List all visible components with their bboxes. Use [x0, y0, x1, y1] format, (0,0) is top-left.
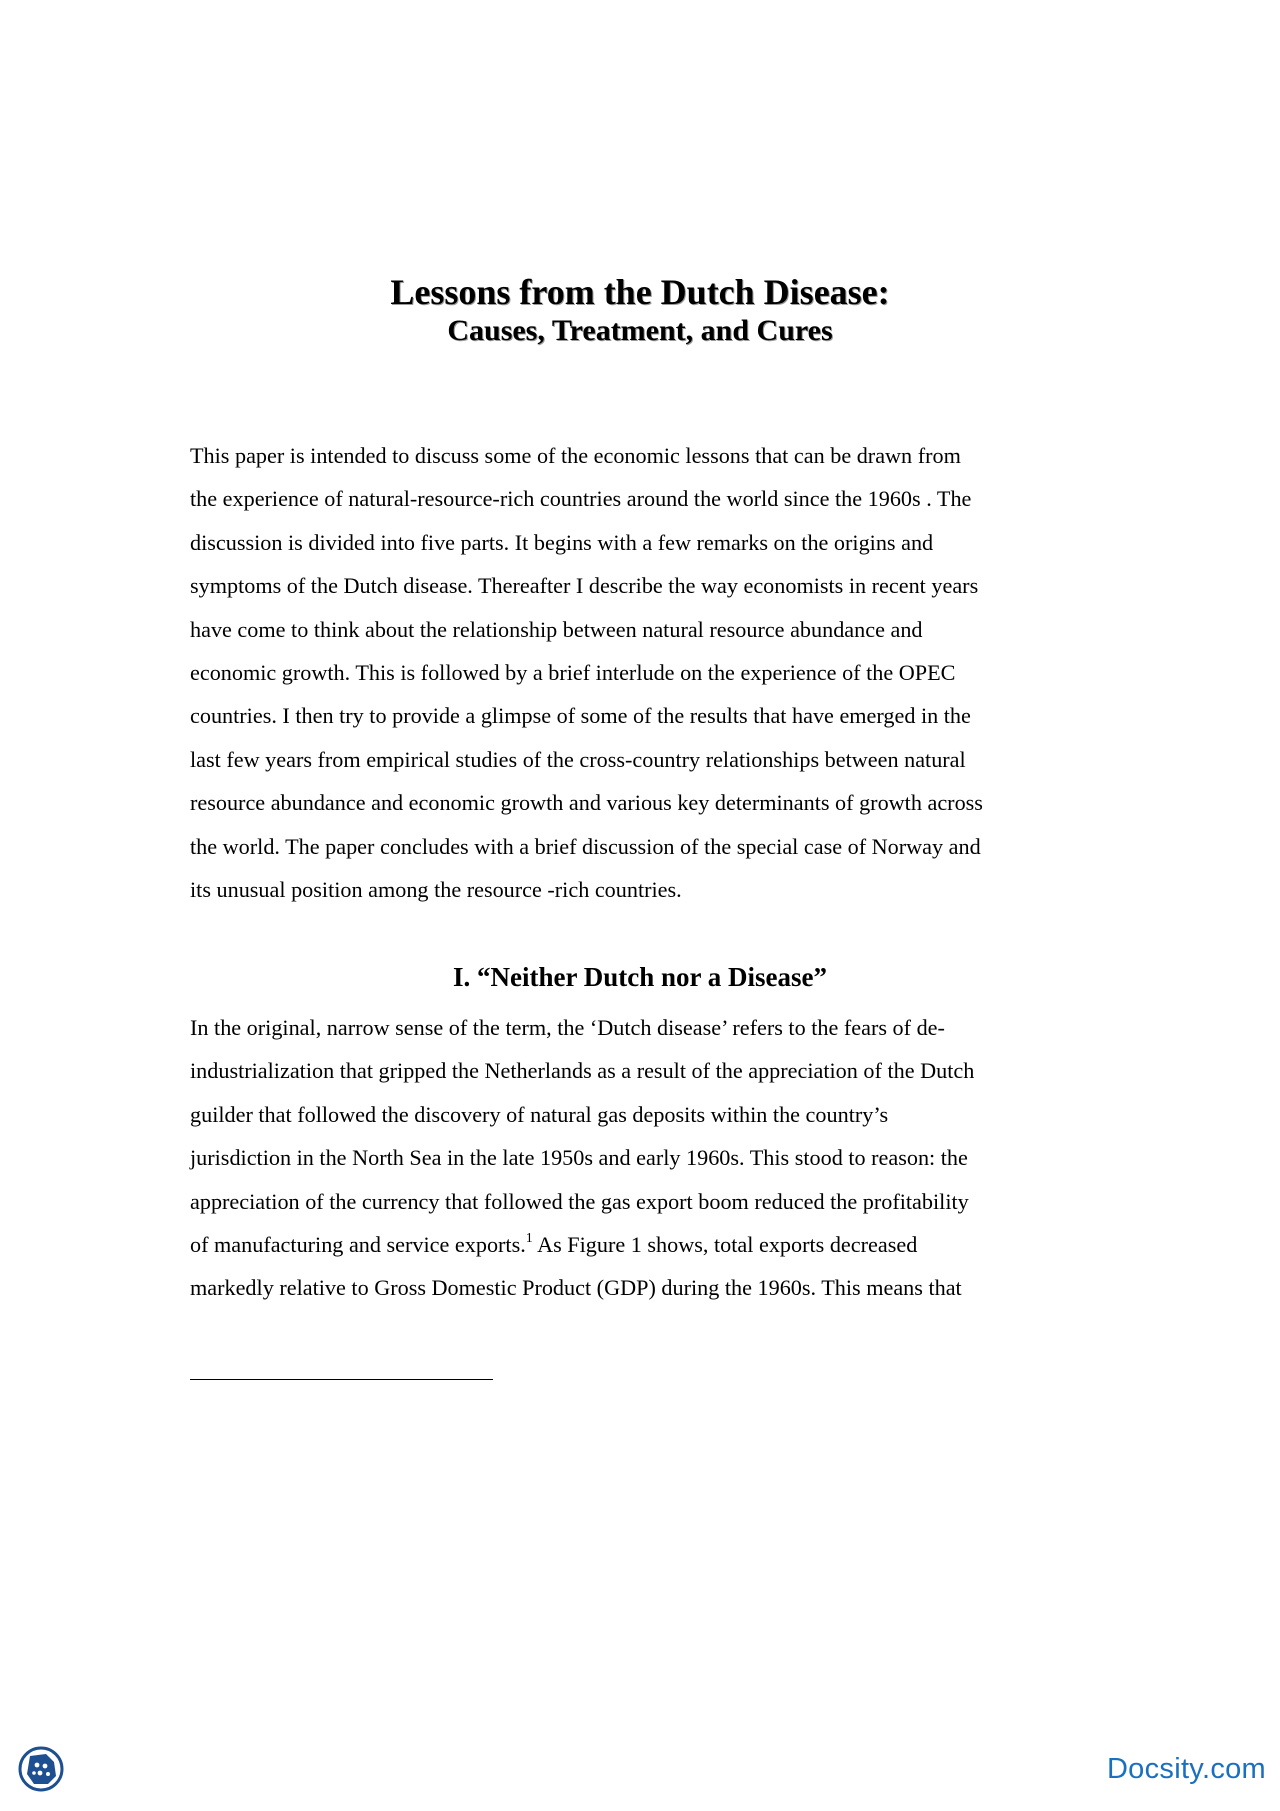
abstract-line: the experience of natural-resource-rich countries around the world since the 1960s . The — [190, 486, 972, 512]
footnote-marker[interactable]: 1 — [525, 1231, 533, 1247]
body-line: In the original, narrow sense of the term, the ‘Dutch disease’ refers to the fears of de- — [190, 1015, 945, 1040]
abstract-line: countries. I then try to provide a glimpse of some of the results that have emerged in the — [190, 703, 971, 729]
body-line-with-footnote — [190, 1223, 1110, 1266]
docsity-watermark[interactable]: Docsity.com — [1106, 1753, 1266, 1785]
body-line: guilder that followed the discovery of natural gas deposits within the country’s — [190, 1101, 889, 1127]
body-text-segment: As Figure 1 shows, total exports decreased — [532, 1232, 918, 1258]
abstract-line: discussion is divided into five parts. It begins with a few remarks on the origins and — [190, 529, 934, 555]
document-subtitle: Causes, Treatment, and Cures — [447, 314, 833, 347]
body-text-segment: of manufacturing and service exports. — [190, 1232, 526, 1258]
abstract-paragraph — [190, 434, 1110, 911]
abstract-line: This paper is intended to discuss some of the economic lessons that can be drawn from — [190, 443, 961, 468]
section-heading: I. “Neither Dutch nor a Disease” — [453, 962, 827, 992]
document-title: Lessons from the Dutch Disease: — [390, 272, 890, 312]
docsity-logo-icon[interactable] — [18, 1746, 64, 1792]
abstract-line: symptoms of the Dutch disease. Thereafter I describe the way economists in recent years — [190, 573, 979, 599]
abstract-line: the world. The paper concludes with a brief discussion of the special case of Norway and — [190, 833, 981, 859]
body-line: appreciation of the currency that followed the gas export boom reduced the profitability — [190, 1188, 969, 1214]
abstract-line: have come to think about the relationship between natural resource abundance and — [190, 616, 923, 642]
abstract-line: last few years from empirical studies of the cross-country relationships between natural — [190, 746, 966, 772]
body-line: industrialization that gripped the Netherlands as a result of the appreciation of the Dutch — [190, 1058, 975, 1084]
section-body-paragraph — [190, 1006, 1110, 1310]
body-line: jurisdiction in the North Sea in the late 1950s and early 1960s. This stood to reason: the — [190, 1145, 968, 1171]
body-line: markedly relative to Gross Domestic Product (GDP) during the 1960s. This means that — [190, 1275, 962, 1301]
abstract-line: economic growth. This is followed by a brief interlude on the experience of the OPEC — [190, 660, 956, 686]
abstract-line: its unusual position among the resource -rich countries. — [190, 877, 682, 903]
footnote-separator — [190, 1379, 493, 1380]
abstract-line: resource abundance and economic growth and various key determinants of growth across — [190, 790, 983, 816]
